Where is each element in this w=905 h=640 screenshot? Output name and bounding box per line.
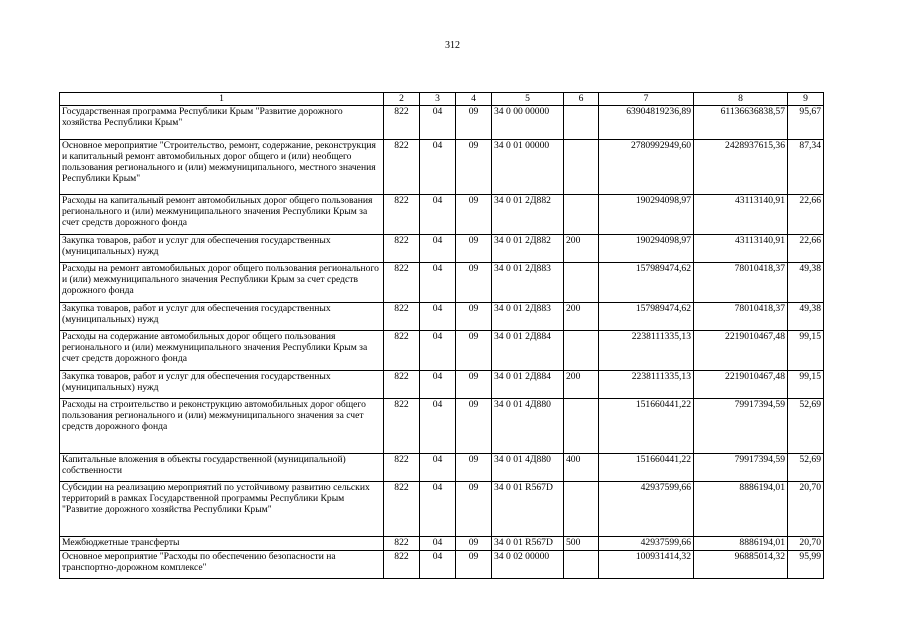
row-percent: 99,15 bbox=[788, 371, 824, 399]
table-row bbox=[60, 537, 824, 551]
column-header: 5 bbox=[492, 93, 564, 106]
row-section: 04 bbox=[420, 551, 456, 579]
row-code: 822 bbox=[384, 140, 420, 195]
row-section: 04 bbox=[420, 537, 456, 551]
row-target-article: 34 0 01 2Д882 bbox=[492, 235, 564, 263]
row-expense-type bbox=[564, 551, 599, 579]
row-target-article: 34 0 01 2Д882 bbox=[492, 195, 564, 235]
row-expense-type bbox=[564, 106, 599, 140]
row-code: 822 bbox=[384, 106, 420, 140]
row-code: 822 bbox=[384, 454, 420, 482]
row-expense-type: 200 bbox=[564, 303, 599, 331]
row-expense-type: 200 bbox=[564, 371, 599, 399]
row-amount-executed: 43113140,91 bbox=[694, 235, 788, 263]
row-percent: 20,70 bbox=[788, 537, 824, 551]
row-subsection: 09 bbox=[456, 482, 492, 537]
column-header: 7 bbox=[599, 93, 694, 106]
table-row bbox=[60, 235, 824, 263]
row-amount-planned: 2238111335,13 bbox=[599, 331, 694, 371]
column-header: 3 bbox=[420, 93, 456, 106]
row-expense-type bbox=[564, 263, 599, 303]
row-expense-type: 200 bbox=[564, 235, 599, 263]
row-percent: 20,70 bbox=[788, 482, 824, 537]
row-amount-executed: 8886194,01 bbox=[694, 482, 788, 537]
row-name: Основное мероприятие "Расходы по обеспечению безопасности на транспортно-дорожном комплексе" bbox=[60, 551, 384, 579]
row-amount-planned: 157989474,62 bbox=[599, 263, 694, 303]
row-target-article: 34 0 00 00000 bbox=[492, 106, 564, 140]
row-section: 04 bbox=[420, 399, 456, 454]
table-row bbox=[60, 371, 824, 399]
row-subsection: 09 bbox=[456, 331, 492, 371]
column-header: 4 bbox=[456, 93, 492, 106]
row-amount-executed: 78010418,37 bbox=[694, 263, 788, 303]
row-amount-planned: 2780992949,60 bbox=[599, 140, 694, 195]
row-percent: 49,38 bbox=[788, 263, 824, 303]
row-section: 04 bbox=[420, 454, 456, 482]
row-subsection: 09 bbox=[456, 303, 492, 331]
row-amount-executed: 8886194,01 bbox=[694, 537, 788, 551]
row-subsection: 09 bbox=[456, 551, 492, 579]
row-code: 822 bbox=[384, 482, 420, 537]
row-target-article: 34 0 01 4Д880 bbox=[492, 454, 564, 482]
row-amount-executed: 2428937615,36 bbox=[694, 140, 788, 195]
row-name: Основное мероприятие "Строительство, ремонт, содержание, реконструкция и капитальный ремонт автомобильных дорог общего и (или) необщего пользования регионального и (или) межмуниципального, местного значения Республики Крым" bbox=[60, 140, 384, 195]
row-code: 822 bbox=[384, 537, 420, 551]
row-expense-type: 500 bbox=[564, 537, 599, 551]
column-header: 6 bbox=[564, 93, 599, 106]
row-amount-planned: 190294098,97 bbox=[599, 195, 694, 235]
row-name: Расходы на капитальный ремонт автомобильных дорог общего пользования регионального и (или) межмуниципального значения Республики Крым за счет средств дорожного фонда bbox=[60, 195, 384, 235]
row-name: Межбюджетные трансферты bbox=[60, 537, 384, 551]
row-amount-planned: 63904819236,89 bbox=[599, 106, 694, 140]
column-header: 1 bbox=[60, 93, 384, 106]
row-subsection: 09 bbox=[456, 399, 492, 454]
row-expense-type bbox=[564, 195, 599, 235]
table-row bbox=[60, 263, 824, 303]
row-section: 04 bbox=[420, 195, 456, 235]
row-amount-planned: 42937599,66 bbox=[599, 537, 694, 551]
row-name: Субсидии на реализацию мероприятий по устойчивому развитию сельских территорий в рамках Государственной программы Республики Крым "Развитие дорожного хозяйства Республики Крым" bbox=[60, 482, 384, 537]
row-code: 822 bbox=[384, 235, 420, 263]
row-section: 04 bbox=[420, 140, 456, 195]
row-percent: 52,69 bbox=[788, 454, 824, 482]
row-name: Закупка товаров, работ и услуг для обеспечения государственных (муниципальных) нужд bbox=[60, 371, 384, 399]
row-name: Расходы на ремонт автомобильных дорог общего пользования регионального и (или) межмуниципального значения Республики Крым за счет средств дорожного фонда bbox=[60, 263, 384, 303]
row-target-article: 34 0 01 4Д880 bbox=[492, 399, 564, 454]
row-amount-executed: 61136636838,57 bbox=[694, 106, 788, 140]
row-amount-planned: 100931414,32 bbox=[599, 551, 694, 579]
table-row bbox=[60, 454, 824, 482]
row-target-article: 34 0 01 00000 bbox=[492, 140, 564, 195]
row-subsection: 09 bbox=[456, 263, 492, 303]
row-expense-type bbox=[564, 482, 599, 537]
table-row bbox=[60, 482, 824, 537]
row-subsection: 09 bbox=[456, 235, 492, 263]
row-percent: 87,34 bbox=[788, 140, 824, 195]
row-name: Расходы на строительство и реконструкцию автомобильных дорог общего пользования регионального и (или) межмуниципального значения за счет средств дорожного фонда bbox=[60, 399, 384, 454]
row-section: 04 bbox=[420, 371, 456, 399]
row-target-article: 34 0 02 00000 bbox=[492, 551, 564, 579]
row-amount-executed: 2219010467,48 bbox=[694, 371, 788, 399]
row-expense-type bbox=[564, 399, 599, 454]
row-target-article: 34 0 01 2Д884 bbox=[492, 371, 564, 399]
row-expense-type bbox=[564, 140, 599, 195]
row-amount-planned: 157989474,62 bbox=[599, 303, 694, 331]
row-section: 04 bbox=[420, 263, 456, 303]
row-amount-planned: 42937599,66 bbox=[599, 482, 694, 537]
table-row bbox=[60, 303, 824, 331]
row-code: 822 bbox=[384, 263, 420, 303]
row-name: Закупка товаров, работ и услуг для обеспечения государственных (муниципальных) нужд bbox=[60, 235, 384, 263]
row-section: 04 bbox=[420, 106, 456, 140]
row-name: Расходы на содержание автомобильных дорог общего пользования регионального и (или) межмуниципального значения Республики Крым за счет средств дорожного фонда bbox=[60, 331, 384, 371]
row-code: 822 bbox=[384, 303, 420, 331]
row-percent: 95,67 bbox=[788, 106, 824, 140]
row-amount-executed: 43113140,91 bbox=[694, 195, 788, 235]
row-percent: 95,99 bbox=[788, 551, 824, 579]
row-percent: 22,66 bbox=[788, 195, 824, 235]
row-target-article: 34 0 01 2Д883 bbox=[492, 263, 564, 303]
row-expense-type bbox=[564, 331, 599, 371]
row-section: 04 bbox=[420, 482, 456, 537]
row-amount-planned: 151660441,22 bbox=[599, 454, 694, 482]
row-amount-executed: 78010418,37 bbox=[694, 303, 788, 331]
row-subsection: 09 bbox=[456, 537, 492, 551]
row-expense-type: 400 bbox=[564, 454, 599, 482]
row-percent: 99,15 bbox=[788, 331, 824, 371]
budget-table bbox=[59, 92, 824, 579]
table-row bbox=[60, 195, 824, 235]
row-code: 822 bbox=[384, 399, 420, 454]
row-name: Закупка товаров, работ и услуг для обеспечения государственных (муниципальных) нужд bbox=[60, 303, 384, 331]
column-header: 2 bbox=[384, 93, 420, 106]
row-code: 822 bbox=[384, 551, 420, 579]
page-number: 312 bbox=[445, 40, 460, 51]
row-amount-executed: 79917394,59 bbox=[694, 454, 788, 482]
table-header-row bbox=[60, 93, 824, 106]
row-target-article: 34 0 01 2Д883 bbox=[492, 303, 564, 331]
table-row bbox=[60, 399, 824, 454]
table-row bbox=[60, 140, 824, 195]
table-row bbox=[60, 331, 824, 371]
row-section: 04 bbox=[420, 303, 456, 331]
row-section: 04 bbox=[420, 235, 456, 263]
row-amount-planned: 151660441,22 bbox=[599, 399, 694, 454]
row-name: Капитальные вложения в объекты государственной (муниципальной) собственности bbox=[60, 454, 384, 482]
row-subsection: 09 bbox=[456, 371, 492, 399]
row-section: 04 bbox=[420, 331, 456, 371]
row-subsection: 09 bbox=[456, 140, 492, 195]
row-percent: 52,69 bbox=[788, 399, 824, 454]
row-amount-executed: 2219010467,48 bbox=[694, 331, 788, 371]
row-amount-planned: 2238111335,13 bbox=[599, 371, 694, 399]
row-amount-executed: 96885014,32 bbox=[694, 551, 788, 579]
row-code: 822 bbox=[384, 195, 420, 235]
row-percent: 22,66 bbox=[788, 235, 824, 263]
row-name: Государственная программа Республики Крым "Развитие дорожного хозяйства Республики Крым" bbox=[60, 106, 384, 140]
table-row bbox=[60, 551, 824, 579]
row-amount-planned: 190294098,97 bbox=[599, 235, 694, 263]
row-code: 822 bbox=[384, 371, 420, 399]
row-percent: 49,38 bbox=[788, 303, 824, 331]
row-subsection: 09 bbox=[456, 106, 492, 140]
column-header: 8 bbox=[694, 93, 788, 106]
row-target-article: 34 0 01 2Д884 bbox=[492, 331, 564, 371]
table-row bbox=[60, 106, 824, 140]
row-amount-executed: 79917394,59 bbox=[694, 399, 788, 454]
row-subsection: 09 bbox=[456, 195, 492, 235]
row-target-article: 34 0 01 R567D bbox=[492, 482, 564, 537]
row-subsection: 09 bbox=[456, 454, 492, 482]
row-target-article: 34 0 01 R567D bbox=[492, 537, 564, 551]
row-code: 822 bbox=[384, 331, 420, 371]
column-header: 9 bbox=[788, 93, 824, 106]
